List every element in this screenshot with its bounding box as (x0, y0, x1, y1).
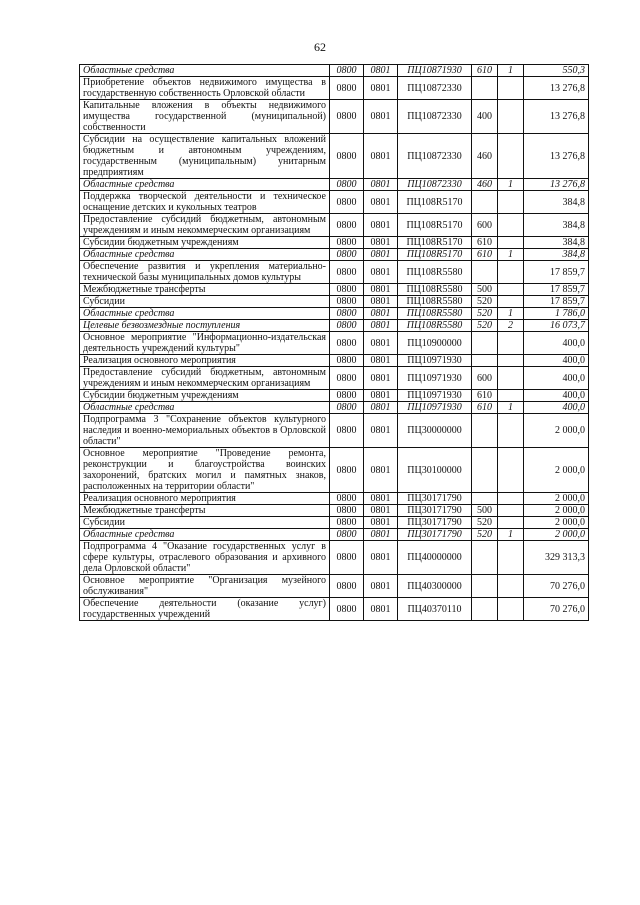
row-section-code: 0800 (330, 575, 364, 598)
row-name: Основное мероприятие "Проведение ремонта, реконструкции и благоустройства воинских захоронений, братских могил и памятных знаков, расположенных на территории области" (80, 448, 330, 493)
row-subsection-code: 0801 (364, 390, 398, 402)
row-funding-source (498, 296, 524, 308)
row-expense-type: 460 (472, 179, 498, 191)
row-expense-type (472, 414, 498, 448)
row-name: Областные средства (80, 402, 330, 414)
row-funding-source (498, 367, 524, 390)
row-subsection-code: 0801 (364, 355, 398, 367)
table-row (80, 214, 589, 237)
row-section-code: 0800 (330, 414, 364, 448)
row-target-article: ПЦ108R5580 (398, 261, 472, 284)
row-subsection-code: 0801 (364, 493, 398, 505)
row-amount: 70 276,0 (524, 575, 589, 598)
row-section-code: 0800 (330, 598, 364, 621)
row-amount: 2 000,0 (524, 448, 589, 493)
row-amount: 329 313,3 (524, 541, 589, 575)
row-target-article: ПЦ30171790 (398, 493, 472, 505)
table-row (80, 237, 589, 249)
row-expense-type: 500 (472, 284, 498, 296)
row-expense-type: 500 (472, 505, 498, 517)
row-section-code: 0800 (330, 261, 364, 284)
row-subsection-code: 0801 (364, 402, 398, 414)
row-amount: 13 276,8 (524, 77, 589, 100)
row-amount: 384,8 (524, 214, 589, 237)
table-row (80, 367, 589, 390)
row-section-code: 0800 (330, 296, 364, 308)
row-name: Субсидии (80, 296, 330, 308)
row-section-code: 0800 (330, 517, 364, 529)
row-funding-source (498, 493, 524, 505)
row-target-article: ПЦ40370110 (398, 598, 472, 621)
row-expense-type: 520 (472, 296, 498, 308)
row-section-code: 0800 (330, 355, 364, 367)
row-target-article: ПЦ10871930 (398, 65, 472, 77)
table-row (80, 493, 589, 505)
row-section-code: 0800 (330, 77, 364, 100)
table-row (80, 249, 589, 261)
row-name: Областные средства (80, 249, 330, 261)
row-expense-type: 520 (472, 320, 498, 332)
row-amount: 17 859,7 (524, 284, 589, 296)
row-amount: 2 000,0 (524, 505, 589, 517)
row-funding-source: 1 (498, 402, 524, 414)
row-amount: 384,8 (524, 237, 589, 249)
budget-table (79, 64, 589, 621)
row-name: Субсидии бюджетным учреждениям (80, 237, 330, 249)
row-funding-source: 1 (498, 249, 524, 261)
row-subsection-code: 0801 (364, 517, 398, 529)
row-amount: 13 276,8 (524, 134, 589, 179)
row-funding-source: 1 (498, 529, 524, 541)
table-row (80, 517, 589, 529)
row-subsection-code: 0801 (364, 598, 398, 621)
row-amount: 400,0 (524, 355, 589, 367)
table-row (80, 261, 589, 284)
row-funding-source (498, 355, 524, 367)
row-expense-type: 600 (472, 214, 498, 237)
row-funding-source (498, 191, 524, 214)
row-amount: 1 786,0 (524, 308, 589, 320)
row-subsection-code: 0801 (364, 296, 398, 308)
table-row (80, 529, 589, 541)
row-subsection-code: 0801 (364, 237, 398, 249)
table-row (80, 541, 589, 575)
row-amount: 384,8 (524, 191, 589, 214)
row-amount: 70 276,0 (524, 598, 589, 621)
row-name: Областные средства (80, 65, 330, 77)
row-expense-type (472, 575, 498, 598)
table-row (80, 65, 589, 77)
row-funding-source (498, 284, 524, 296)
row-amount: 2 000,0 (524, 414, 589, 448)
row-target-article: ПЦ10872330 (398, 179, 472, 191)
table-row (80, 284, 589, 296)
table-row (80, 448, 589, 493)
row-expense-type (472, 191, 498, 214)
row-name: Целевые безвозмездные поступления (80, 320, 330, 332)
row-funding-source (498, 598, 524, 621)
row-subsection-code: 0801 (364, 332, 398, 355)
table-row (80, 296, 589, 308)
row-target-article: ПЦ40000000 (398, 541, 472, 575)
row-amount: 17 859,7 (524, 261, 589, 284)
row-amount: 2 000,0 (524, 517, 589, 529)
row-name: Субсидии (80, 517, 330, 529)
row-subsection-code: 0801 (364, 575, 398, 598)
row-amount: 400,0 (524, 402, 589, 414)
row-section-code: 0800 (330, 390, 364, 402)
row-amount: 384,8 (524, 249, 589, 261)
row-amount: 400,0 (524, 367, 589, 390)
row-name: Областные средства (80, 308, 330, 320)
row-funding-source: 1 (498, 179, 524, 191)
row-funding-source (498, 541, 524, 575)
row-name: Областные средства (80, 529, 330, 541)
row-section-code: 0800 (330, 367, 364, 390)
row-funding-source (498, 332, 524, 355)
row-target-article: ПЦ30171790 (398, 529, 472, 541)
row-section-code: 0800 (330, 448, 364, 493)
row-section-code: 0800 (330, 134, 364, 179)
row-target-article: ПЦ108R5580 (398, 284, 472, 296)
row-amount: 2 000,0 (524, 493, 589, 505)
row-name: Основное мероприятие "Информационно-издательская деятельность учреждений культуры" (80, 332, 330, 355)
row-target-article: ПЦ10971930 (398, 390, 472, 402)
row-name: Приобретение объектов недвижимого имущества в государственную собственность Орловской области (80, 77, 330, 100)
row-expense-type: 400 (472, 100, 498, 134)
page-number: 62 (314, 40, 326, 54)
row-target-article: ПЦ10872330 (398, 77, 472, 100)
row-name: Субсидии бюджетным учреждениям (80, 390, 330, 402)
row-amount: 13 276,8 (524, 179, 589, 191)
row-name: Межбюджетные трансферты (80, 284, 330, 296)
row-section-code: 0800 (330, 402, 364, 414)
row-funding-source (498, 77, 524, 100)
row-amount: 400,0 (524, 332, 589, 355)
row-subsection-code: 0801 (364, 529, 398, 541)
table-row (80, 320, 589, 332)
row-expense-type: 520 (472, 308, 498, 320)
row-target-article: ПЦ30100000 (398, 448, 472, 493)
row-expense-type (472, 598, 498, 621)
table-body (80, 65, 589, 621)
row-subsection-code: 0801 (364, 179, 398, 191)
row-amount: 13 276,8 (524, 100, 589, 134)
row-funding-source (498, 134, 524, 179)
row-expense-type: 610 (472, 249, 498, 261)
row-name: Областные средства (80, 179, 330, 191)
row-name: Реализация основного мероприятия (80, 493, 330, 505)
row-subsection-code: 0801 (364, 448, 398, 493)
row-funding-source (498, 214, 524, 237)
row-expense-type (472, 332, 498, 355)
table-row (80, 598, 589, 621)
row-expense-type: 610 (472, 237, 498, 249)
table-row (80, 100, 589, 134)
row-target-article: ПЦ30000000 (398, 414, 472, 448)
table-row (80, 390, 589, 402)
row-funding-source (498, 261, 524, 284)
row-funding-source (498, 100, 524, 134)
row-funding-source (498, 575, 524, 598)
row-name: Капитальные вложения в объекты недвижимого имущества государственной (муниципальной) собственности (80, 100, 330, 134)
row-subsection-code: 0801 (364, 284, 398, 296)
row-target-article: ПЦ108R5580 (398, 296, 472, 308)
row-target-article: ПЦ10971930 (398, 367, 472, 390)
row-expense-type (472, 493, 498, 505)
row-section-code: 0800 (330, 320, 364, 332)
row-expense-type (472, 77, 498, 100)
row-target-article: ПЦ108R5170 (398, 191, 472, 214)
row-amount: 2 000,0 (524, 529, 589, 541)
table-row (80, 191, 589, 214)
row-target-article: ПЦ10872330 (398, 134, 472, 179)
row-section-code: 0800 (330, 529, 364, 541)
row-section-code: 0800 (330, 541, 364, 575)
row-name: Основное мероприятие "Организация музейного обслуживания" (80, 575, 330, 598)
row-subsection-code: 0801 (364, 505, 398, 517)
row-subsection-code: 0801 (364, 65, 398, 77)
table-row (80, 505, 589, 517)
row-name: Реализация основного мероприятия (80, 355, 330, 367)
row-subsection-code: 0801 (364, 214, 398, 237)
row-subsection-code: 0801 (364, 100, 398, 134)
row-subsection-code: 0801 (364, 414, 398, 448)
row-target-article: ПЦ30171790 (398, 517, 472, 529)
row-target-article: ПЦ10900000 (398, 332, 472, 355)
row-subsection-code: 0801 (364, 191, 398, 214)
row-subsection-code: 0801 (364, 77, 398, 100)
row-expense-type: 460 (472, 134, 498, 179)
table-row (80, 414, 589, 448)
row-target-article: ПЦ40300000 (398, 575, 472, 598)
row-funding-source: 1 (498, 308, 524, 320)
row-name: Межбюджетные трансферты (80, 505, 330, 517)
row-target-article: ПЦ108R5170 (398, 214, 472, 237)
row-subsection-code: 0801 (364, 308, 398, 320)
row-funding-source (498, 517, 524, 529)
row-amount: 550,3 (524, 65, 589, 77)
table-row (80, 308, 589, 320)
row-expense-type (472, 355, 498, 367)
row-section-code: 0800 (330, 65, 364, 77)
table-row (80, 134, 589, 179)
row-name: Подпрограмма 3 "Сохранение объектов культурного наследия и военно-мемориальных объектов в Орловской области" (80, 414, 330, 448)
table-row (80, 575, 589, 598)
row-name: Подпрограмма 4 "Оказание государственных услуг в сфере культуры, отраслевого образования и архивного дела Орловской области" (80, 541, 330, 575)
row-subsection-code: 0801 (364, 134, 398, 179)
row-section-code: 0800 (330, 100, 364, 134)
table-row (80, 332, 589, 355)
row-section-code: 0800 (330, 308, 364, 320)
table-row (80, 355, 589, 367)
row-name: Поддержка творческой деятельности и техническое оснащение детских и кукольных театров (80, 191, 330, 214)
row-section-code: 0800 (330, 214, 364, 237)
table-row (80, 402, 589, 414)
row-funding-source: 2 (498, 320, 524, 332)
row-section-code: 0800 (330, 179, 364, 191)
table-row (80, 179, 589, 191)
row-subsection-code: 0801 (364, 320, 398, 332)
row-section-code: 0800 (330, 332, 364, 355)
row-amount: 400,0 (524, 390, 589, 402)
table-row (80, 77, 589, 100)
row-target-article: ПЦ10872330 (398, 100, 472, 134)
row-name: Обеспечение развития и укрепления материально-технической базы муниципальных домов культуры (80, 261, 330, 284)
row-target-article: ПЦ30171790 (398, 505, 472, 517)
row-funding-source (498, 237, 524, 249)
row-funding-source (498, 448, 524, 493)
row-funding-source (498, 390, 524, 402)
row-funding-source (498, 414, 524, 448)
row-target-article: ПЦ108R5170 (398, 249, 472, 261)
row-target-article: ПЦ108R5580 (398, 320, 472, 332)
row-target-article: ПЦ10971930 (398, 355, 472, 367)
row-expense-type: 610 (472, 390, 498, 402)
row-amount: 16 073,7 (524, 320, 589, 332)
row-section-code: 0800 (330, 505, 364, 517)
row-target-article: ПЦ10971930 (398, 402, 472, 414)
row-name: Предоставление субсидий бюджетным, автономным учреждениям и иным некоммерческим организациям (80, 367, 330, 390)
row-expense-type: 520 (472, 529, 498, 541)
row-expense-type: 520 (472, 517, 498, 529)
row-expense-type: 610 (472, 402, 498, 414)
row-section-code: 0800 (330, 191, 364, 214)
row-subsection-code: 0801 (364, 541, 398, 575)
row-expense-type: 600 (472, 367, 498, 390)
row-expense-type (472, 541, 498, 575)
row-funding-source: 1 (498, 65, 524, 77)
row-expense-type: 610 (472, 65, 498, 77)
row-name: Предоставление субсидий бюджетным, автономным учреждениям и иным некоммерческим организациям (80, 214, 330, 237)
row-target-article: ПЦ108R5170 (398, 237, 472, 249)
row-amount: 17 859,7 (524, 296, 589, 308)
row-expense-type (472, 261, 498, 284)
row-name: Субсидии на осуществление капитальных вложений бюджетным и автономным учреждениям, государственным (муниципальным) унитарным предприятиям (80, 134, 330, 179)
row-funding-source (498, 505, 524, 517)
row-subsection-code: 0801 (364, 261, 398, 284)
row-subsection-code: 0801 (364, 249, 398, 261)
row-target-article: ПЦ108R5580 (398, 308, 472, 320)
row-name: Обеспечение деятельности (оказание услуг) государственных учреждений (80, 598, 330, 621)
row-section-code: 0800 (330, 249, 364, 261)
row-section-code: 0800 (330, 284, 364, 296)
row-section-code: 0800 (330, 237, 364, 249)
row-section-code: 0800 (330, 493, 364, 505)
row-expense-type (472, 448, 498, 493)
row-subsection-code: 0801 (364, 367, 398, 390)
